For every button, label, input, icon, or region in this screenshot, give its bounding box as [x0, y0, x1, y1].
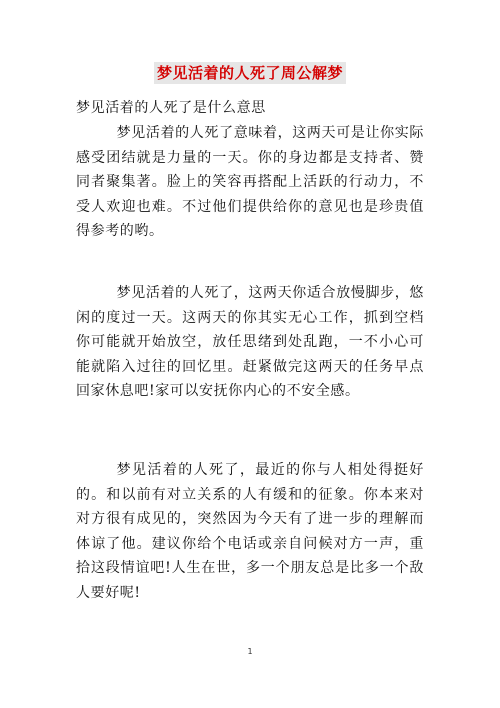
section-heading: 梦见活着的人死了是什么意思 — [76, 100, 266, 116]
page-number: 1 — [247, 647, 253, 656]
paragraph-3: 梦见活着的人死了，最近的你与人相处得挺好的。和以前有对立关系的人有缓和的征象。你本来对对方很有成见的，突然因为今天有了进一步的理解而体谅了他。建议你给个电话或亲自问候对方一声，重拾这段情谊吧!人生在世，多一个朋友总是比多一个敌人要好呢! — [76, 462, 424, 601]
title-container — [0, 62, 500, 84]
document-title: 梦见活着的人死了周公解梦 — [154, 62, 346, 84]
paragraph-1: 梦见活着的人死了意味着，这两天可是让你实际感受团结就是力量的一天。你的身边都是支持者、赞同者聚集著。脸上的笑容再搭配上活跃的行动力，不受人欢迎也难。不过他们提供给你的意见也是珍贵值得参考的哟。 — [76, 125, 424, 239]
paragraph-2: 梦见活着的人死了，这两天你适合放慢脚步，悠闲的度过一天。这两天的你其实无心工作，抓到空档你可能就开始放空，放任思绪到处乱跑，一不小心可能就陷入过往的回忆里。赶紧做完这两天的任务早点回家休息吧!家可以安抚你内心的不安全感。 — [76, 285, 424, 399]
